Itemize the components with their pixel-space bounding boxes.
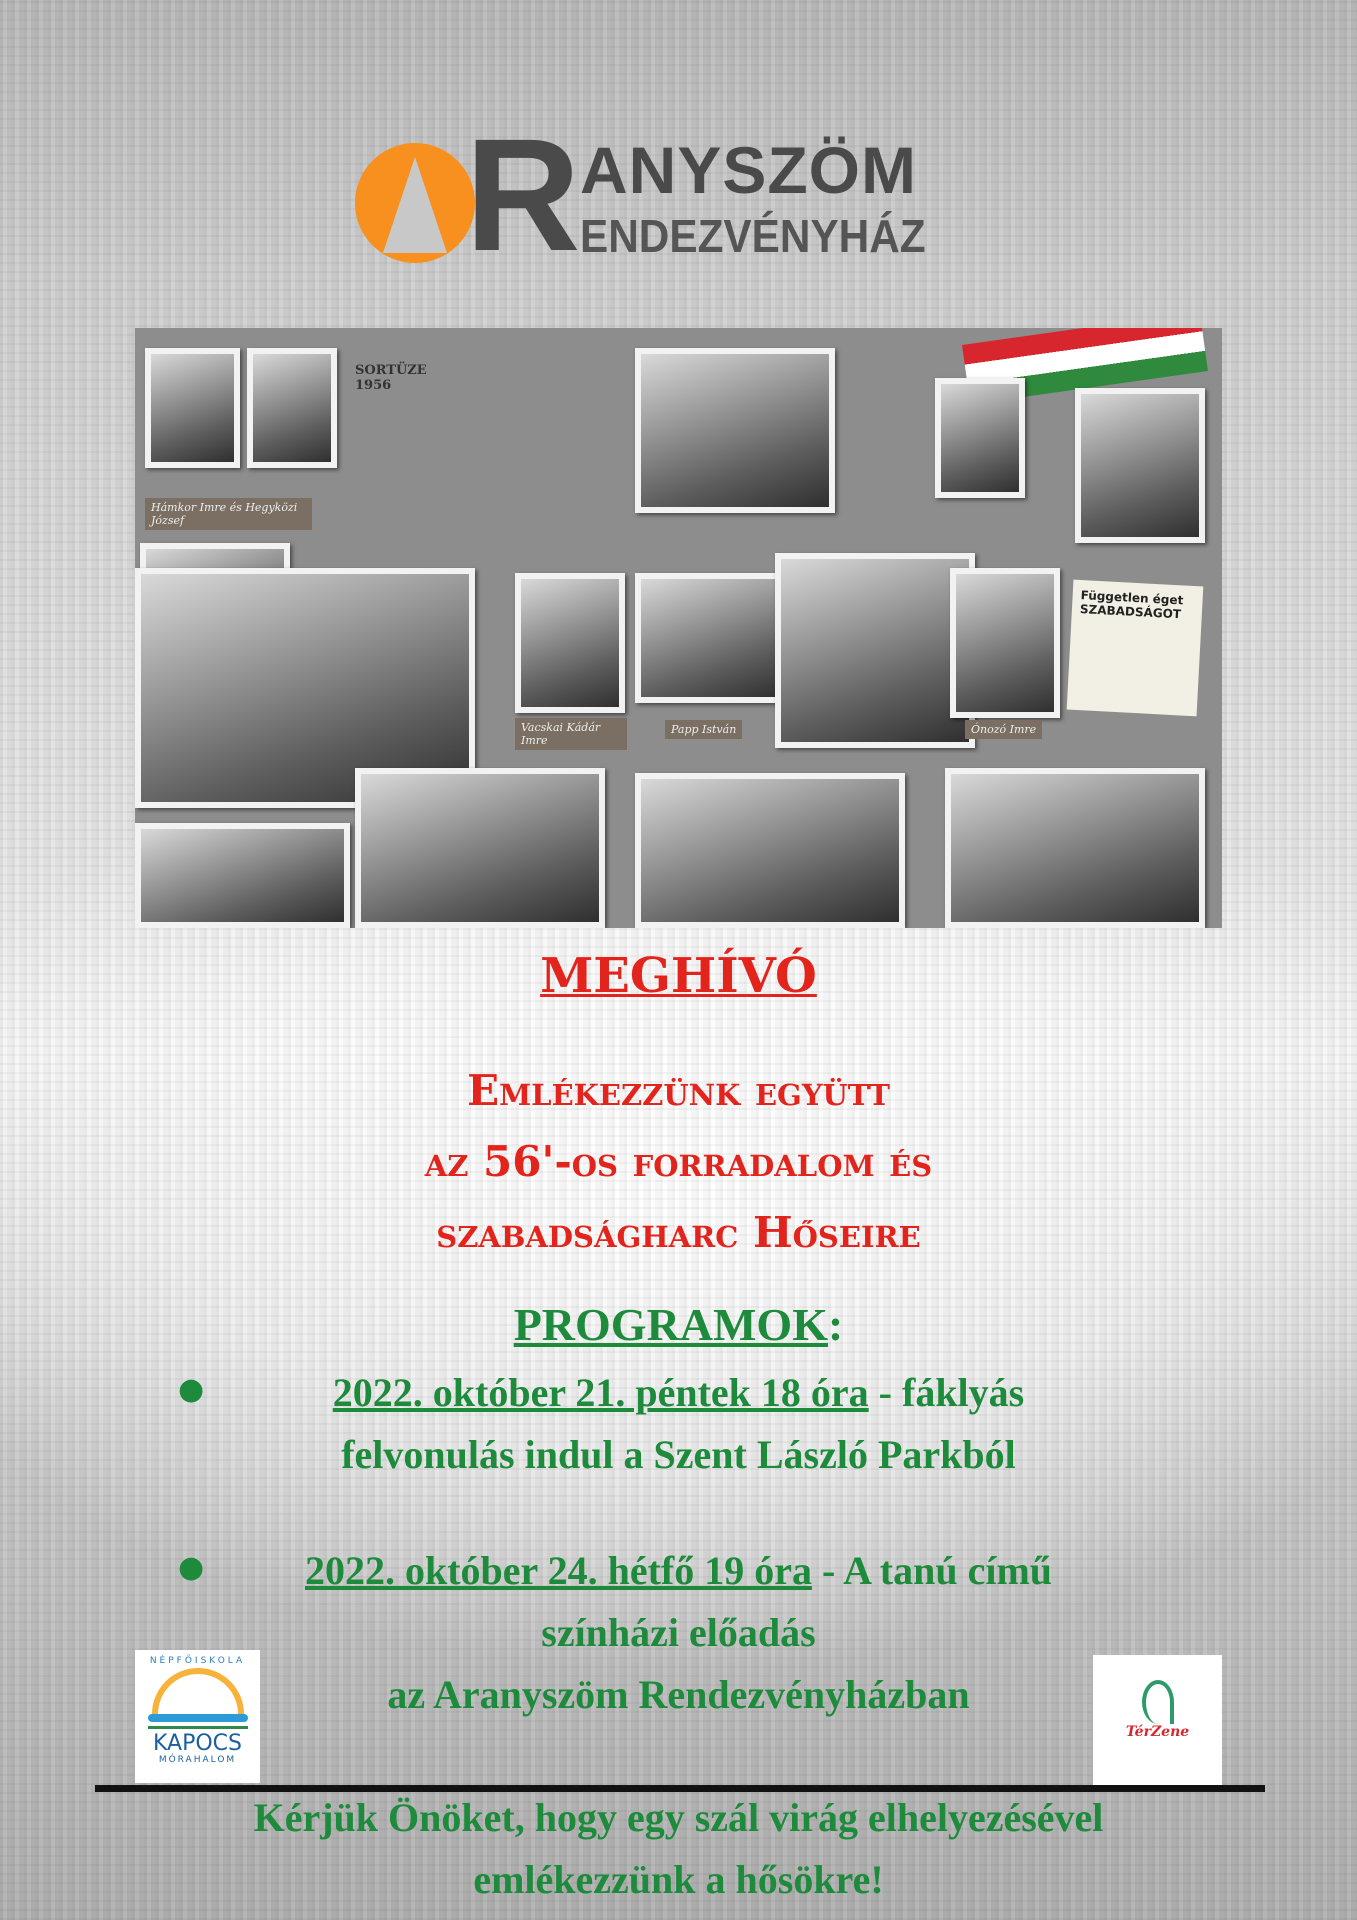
- closing-text: Kérjük Önöket, hogy egy szál virág elhelyezésével emlékezzünk a hősökre!: [253, 1795, 1104, 1902]
- aerial-photo: [635, 773, 905, 928]
- logo-line2: ENDEZVÉNYHÁZ: [580, 210, 926, 262]
- sign-paper: Független éget SZABADSÁGOT: [1067, 580, 1204, 717]
- portrait-photo: [950, 568, 1060, 718]
- photo-collage: [135, 328, 1222, 928]
- photo: [935, 378, 1025, 498]
- programs-title: PROGRAMOK:: [513, 1299, 844, 1350]
- march-photo: [635, 348, 835, 513]
- memorial-photo: [775, 553, 975, 748]
- logo-line1: ANYSZÖM: [580, 133, 917, 207]
- map-label: SORTÜZE 1956: [355, 363, 427, 393]
- kapocs-logo: NÉPFŐISKOLA KAPOCS MÓRAHALOM: [135, 1650, 260, 1783]
- bullet-icon: ●: [178, 1372, 205, 1407]
- logo-a-mark: [355, 143, 475, 263]
- aranyszom-logo: [355, 105, 965, 284]
- heading-line: az 56'-os forradalom és: [424, 1137, 933, 1186]
- graves-photo: [945, 768, 1205, 928]
- terzene-logo: TérZene: [1093, 1655, 1222, 1785]
- statue-photo: [1075, 388, 1205, 543]
- photo-caption: Vacskai Kádár Imre: [515, 718, 627, 750]
- crowd-photo: [135, 823, 350, 928]
- invite-title: MEGHÍVÓ: [540, 948, 817, 1004]
- photo-caption: Papp István: [665, 720, 742, 739]
- program-item: 2022. október 21. péntek 18 óra - fáklyás felvonulás indul a Szent László Parkból: [332, 1370, 1025, 1477]
- program-item: 2022. október 24. hétfő 19 óra - A tanú című színházi előadás az Aranyszöm Rendezvényházban: [304, 1548, 1053, 1717]
- group-photo: [355, 768, 605, 928]
- portrait-photo: [515, 573, 625, 713]
- bullet-icon: ●: [178, 1550, 205, 1585]
- portrait-photo: [635, 573, 785, 703]
- logo-r: R: [465, 105, 581, 284]
- heading-line: szabadságharc Hőseire: [436, 1208, 921, 1257]
- photo-caption: Ónozó Imre: [965, 720, 1042, 739]
- heading: [0, 1055, 1357, 1268]
- portrait-photo: [247, 348, 337, 468]
- photo-caption: Hámkor Imre és Hegyközi József: [145, 498, 312, 530]
- heading-line: Emlékezzünk együtt: [467, 1066, 890, 1115]
- portrait-photo: [145, 348, 240, 468]
